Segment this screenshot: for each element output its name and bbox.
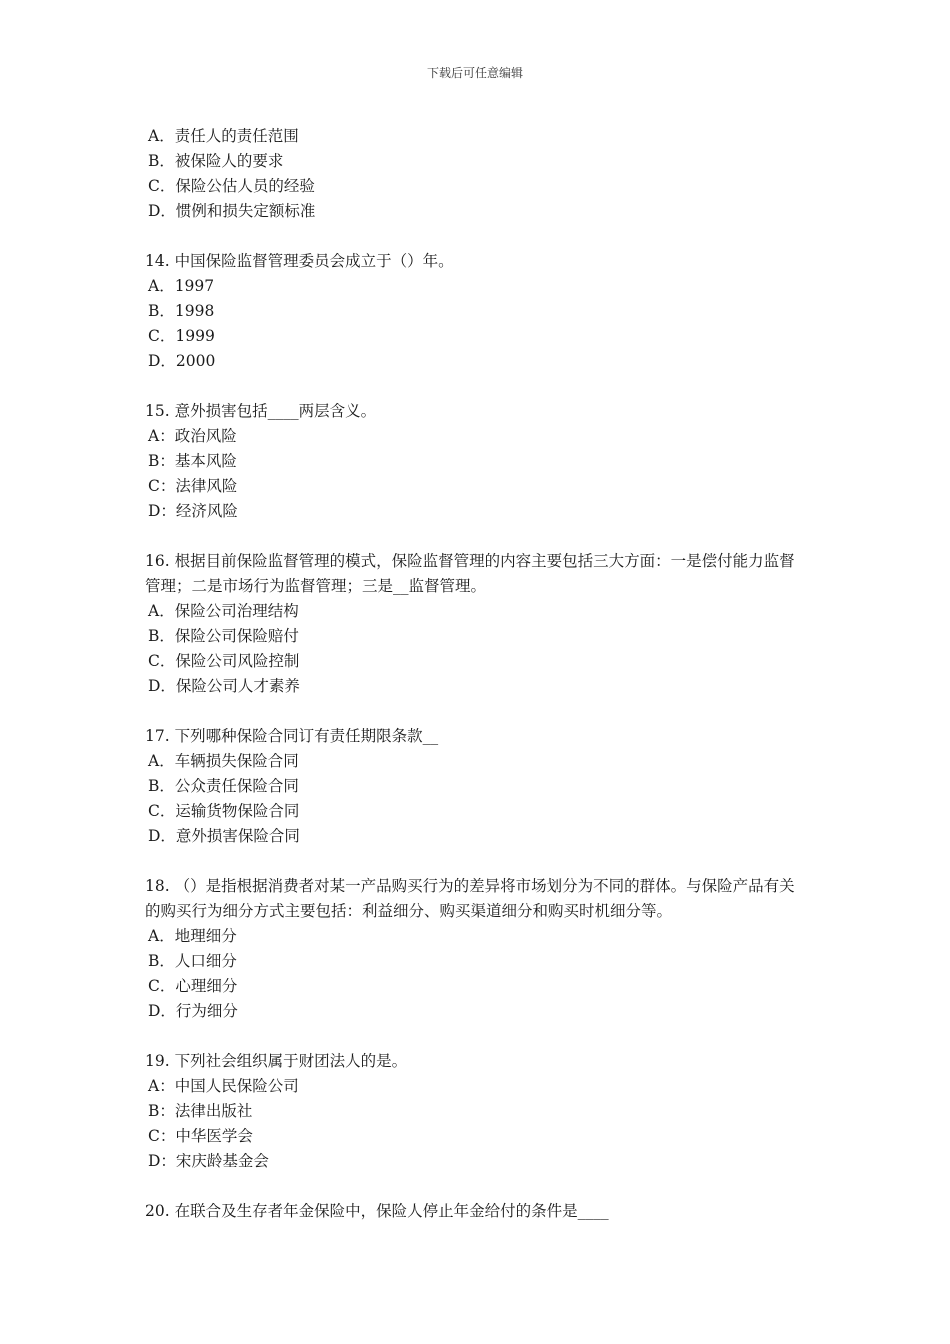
question-text: 15. 意外损害包括____两层含义。 (145, 402, 377, 420)
option-a: A．车辆损失保险合同 (148, 752, 299, 770)
option-a: A．地理细分 (148, 927, 237, 945)
option-d: D：经济风险 (148, 502, 238, 520)
option-b: B．被保险人的要求 (148, 152, 284, 170)
question-18 (145, 874, 810, 1024)
option-b: B：基本风险 (148, 452, 237, 470)
option-c: C：法律风险 (148, 477, 238, 495)
option-b: B：法律出版社 (148, 1102, 253, 1120)
option-d: D．意外损害保险合同 (148, 827, 300, 845)
question-text: 18. （）是指根据消费者对某一产品购买行为的差异将市场划分为不同的群体。与保险产品有关的购买行为细分方式主要包括：利益细分、购买渠道细分和购买时机细分等。 (145, 877, 795, 920)
question-text: 14. 中国保险监督管理委员会成立于（）年。 (145, 252, 454, 270)
option-c: C．运输货物保险合同 (148, 802, 300, 820)
question-14 (145, 249, 810, 374)
page-header: 下载后可任意编辑 (426, 66, 523, 80)
question-16 (145, 549, 810, 699)
option-b: B．1998 (148, 302, 215, 320)
question-text: 17. 下列哪种保险合同订有责任期限条款__ (145, 727, 439, 745)
option-a: A：政治风险 (148, 427, 237, 445)
option-d: D．2000 (148, 352, 216, 370)
prev-question-options (145, 124, 810, 224)
option-d: D：宋庆龄基金会 (148, 1152, 269, 1170)
question-15 (145, 399, 810, 524)
option-c: C．1999 (148, 327, 215, 345)
option-b: B．人口细分 (148, 952, 237, 970)
question-text: 16. 根据目前保险监督管理的模式，保险监督管理的内容主要包括三大方面：一是偿付能力监督管理；二是市场行为监督管理；三是__监督管理。 (145, 552, 795, 595)
option-a: A：中国人民保险公司 (148, 1077, 299, 1095)
question-17 (145, 724, 810, 849)
option-d: D．惯例和损失定额标准 (148, 202, 316, 220)
option-a: A．责任人的责任范围 (148, 127, 299, 145)
option-c: C：中华医学会 (148, 1127, 253, 1145)
option-b: B．保险公司保险赔付 (148, 627, 299, 645)
option-c: C．心理细分 (148, 977, 238, 995)
question-text: 19. 下列社会组织属于财团法人的是。 (145, 1052, 408, 1070)
option-d: D．保险公司人才素养 (148, 677, 300, 695)
option-a: A．1997 (148, 277, 215, 295)
question-20 (145, 1199, 810, 1224)
option-c: C．保险公司风险控制 (148, 652, 300, 670)
option-c: C．保险公估人员的经验 (148, 177, 315, 195)
question-text: 20. 在联合及生存者年金保险中，保险人停止年金给付的条件是____ (145, 1202, 609, 1220)
question-list (145, 124, 810, 1224)
question-19 (145, 1049, 810, 1174)
option-a: A．保险公司治理结构 (148, 602, 299, 620)
option-d: D．行为细分 (148, 1002, 238, 1020)
option-b: B．公众责任保险合同 (148, 777, 299, 795)
